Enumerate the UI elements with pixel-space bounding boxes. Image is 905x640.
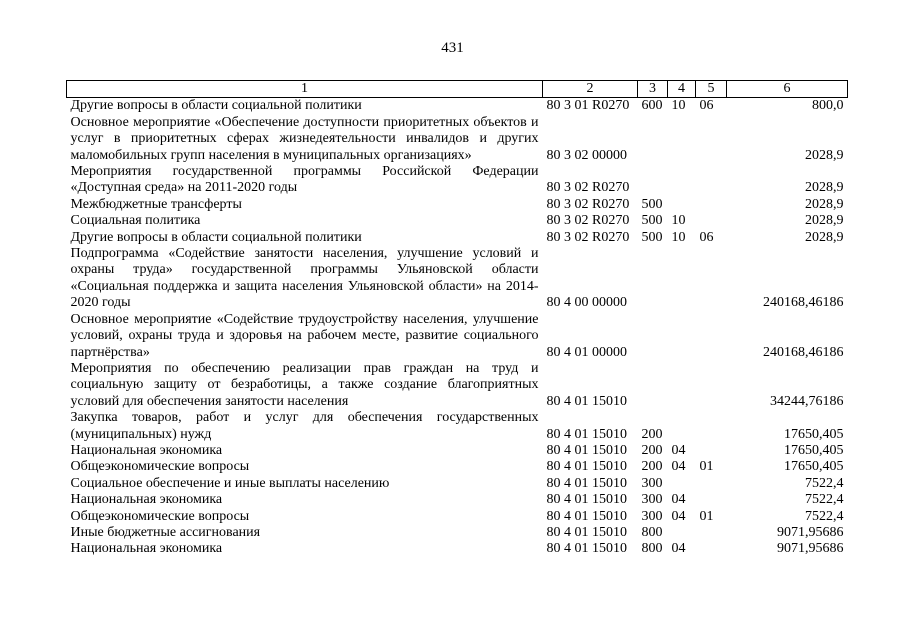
table-row [67, 197, 848, 213]
row-name: Основное мероприятие «Обеспечение доступности приоритетных объектов и услуг в приоритетных сферах жизнедеятельности инвалидов и других маломобильных групп населения в муниципальных организациях» [70, 114, 539, 163]
row-amount: 800,0 [812, 98, 844, 114]
row-name: Национальная экономика [70, 442, 223, 458]
row-name: Межбюджетные трансферты [70, 196, 242, 212]
row-subsection [696, 492, 727, 508]
table-row [67, 525, 848, 541]
row-amount: 9071,95686 [777, 524, 844, 540]
row-code: 80 4 01 15010 [546, 541, 627, 557]
row-subsection: 01 [699, 459, 714, 475]
row-amount: 7522,4 [805, 475, 844, 491]
row-amount: 2028,9 [805, 147, 844, 163]
row-code: 80 4 01 15010 [546, 492, 627, 508]
table-row [67, 230, 848, 246]
row-expense-type [638, 115, 668, 164]
row-section [668, 525, 696, 541]
row-subsection [696, 312, 727, 361]
table-row [67, 509, 848, 525]
row-amount: 2028,9 [805, 196, 844, 212]
table-row [67, 312, 848, 361]
table-row [67, 98, 848, 115]
header-col-6: 6 [727, 81, 848, 98]
table-row [67, 443, 848, 459]
table-body [67, 98, 848, 558]
row-expense-type: 800 [641, 524, 663, 540]
row-subsection [696, 246, 727, 312]
row-amount: 2028,9 [805, 213, 844, 229]
row-subsection [696, 115, 727, 164]
row-expense-type: 800 [641, 541, 663, 557]
row-amount: 17650,405 [784, 426, 844, 442]
row-expense-type: 200 [641, 442, 663, 458]
row-expense-type: 300 [641, 475, 663, 491]
row-code: 80 4 01 15010 [546, 524, 627, 540]
row-section [668, 361, 696, 410]
row-expense-type [638, 312, 668, 361]
row-name: Подпрограмма «Содействие занятости населения, улучшение условий и охраны труда» государственной программы Ульяновской области «Социальная поддержка и защита населения Ульяновской области» на 2014-2020 годы [70, 246, 539, 311]
row-expense-type: 200 [641, 426, 663, 442]
row-subsection [696, 443, 727, 459]
table-row [67, 246, 848, 312]
table-row [67, 361, 848, 410]
row-subsection: 06 [699, 229, 714, 245]
row-name: Другие вопросы в области социальной политики [70, 98, 362, 114]
header-col-3: 3 [638, 81, 668, 98]
row-subsection [696, 361, 727, 410]
table-row [67, 541, 848, 557]
row-expense-type: 600 [641, 98, 663, 114]
header-col-4: 4 [668, 81, 696, 98]
row-amount: 7522,4 [805, 508, 844, 524]
row-expense-type [638, 361, 668, 410]
row-expense-type [638, 246, 668, 312]
row-code: 80 4 01 15010 [546, 442, 627, 458]
row-expense-type: 500 [641, 196, 663, 212]
row-code: 80 4 01 15010 [546, 459, 627, 475]
row-code: 80 3 02 R0270 [546, 196, 630, 212]
row-subsection [696, 525, 727, 541]
row-section: 04 [671, 541, 686, 557]
row-amount: 17650,405 [784, 442, 844, 458]
row-expense-type [638, 164, 668, 197]
row-subsection [696, 213, 727, 229]
row-code: 80 4 01 15010 [546, 508, 627, 524]
header-col-5: 5 [696, 81, 727, 98]
row-name: Национальная экономика [70, 492, 223, 508]
row-subsection [696, 197, 727, 213]
row-section [668, 410, 696, 443]
row-name: Общеэкономические вопросы [70, 508, 250, 524]
table-row [67, 213, 848, 229]
row-expense-type: 300 [641, 508, 663, 524]
row-code: 80 3 02 R0270 [546, 229, 630, 245]
row-section: 04 [671, 442, 686, 458]
table-row [67, 164, 848, 197]
row-amount: 240168,46186 [763, 344, 844, 360]
row-name: Закупка товаров, работ и услуг для обеспечения государственных (муниципальных) нужд [70, 410, 539, 442]
row-section [668, 246, 696, 312]
budget-table [66, 80, 848, 558]
row-section: 04 [671, 508, 686, 524]
row-section [668, 164, 696, 197]
table-row [67, 476, 848, 492]
row-code: 80 4 01 15010 [546, 426, 627, 442]
row-amount: 2028,9 [805, 229, 844, 245]
header-col-2: 2 [543, 81, 638, 98]
table-row [67, 115, 848, 164]
table-row [67, 410, 848, 443]
row-name: Мероприятия государственной программы Российской Федерации «Доступная среда» на 2011-2020 годы [70, 164, 539, 196]
row-section: 04 [671, 492, 686, 508]
row-section [668, 476, 696, 492]
header-row [67, 81, 848, 98]
table-row [67, 459, 848, 475]
row-section: 04 [671, 459, 686, 475]
row-code: 80 3 02 R0270 [546, 180, 630, 196]
row-section: 10 [671, 213, 686, 229]
row-section: 10 [671, 229, 686, 245]
row-amount: 2028,9 [805, 180, 844, 196]
row-section [668, 115, 696, 164]
row-name: Национальная экономика [70, 541, 223, 557]
row-name: Социальная политика [70, 213, 201, 229]
row-name: Мероприятия по обеспечению реализации прав граждан на труд и социальную защиту от безработицы, а также создание благоприятных условий для обеспечения занятости населения [70, 360, 539, 409]
page-number: 431 [441, 40, 464, 56]
row-amount: 9071,95686 [777, 541, 844, 557]
row-code: 80 3 02 00000 [546, 147, 627, 163]
table-row [67, 492, 848, 508]
row-expense-type: 300 [641, 492, 663, 508]
row-subsection [696, 164, 727, 197]
row-expense-type: 500 [641, 229, 663, 245]
row-code: 80 4 01 15010 [546, 393, 627, 409]
row-name: Основное мероприятие «Содействие трудоустройству населения, улучшение условий, охраны труда и здоровья на рабочем месте, развитие социального партнёрства» [70, 311, 539, 360]
row-amount: 34244,76186 [770, 393, 844, 409]
row-name: Социальное обеспечение и иные выплаты населению [70, 475, 390, 491]
row-amount: 17650,405 [784, 459, 844, 475]
row-subsection [696, 476, 727, 492]
header-col-1: 1 [67, 81, 543, 98]
row-section: 10 [671, 98, 686, 114]
row-code: 80 4 00 00000 [546, 295, 627, 311]
row-name: Другие вопросы в области социальной политики [70, 229, 362, 245]
row-expense-type: 200 [641, 459, 663, 475]
row-section [668, 312, 696, 361]
row-amount: 240168,46186 [763, 295, 844, 311]
row-subsection [696, 541, 727, 557]
row-subsection [696, 410, 727, 443]
row-name: Общеэкономические вопросы [70, 459, 250, 475]
row-section [668, 197, 696, 213]
row-amount: 7522,4 [805, 492, 844, 508]
row-code: 80 4 01 15010 [546, 475, 627, 491]
row-code: 80 3 01 R0270 [546, 98, 630, 114]
row-code: 80 3 02 R0270 [546, 213, 630, 229]
row-name: Иные бюджетные ассигнования [70, 524, 261, 540]
row-subsection: 06 [699, 98, 714, 114]
row-expense-type: 500 [641, 213, 663, 229]
row-code: 80 4 01 00000 [546, 344, 627, 360]
row-subsection: 01 [699, 508, 714, 524]
